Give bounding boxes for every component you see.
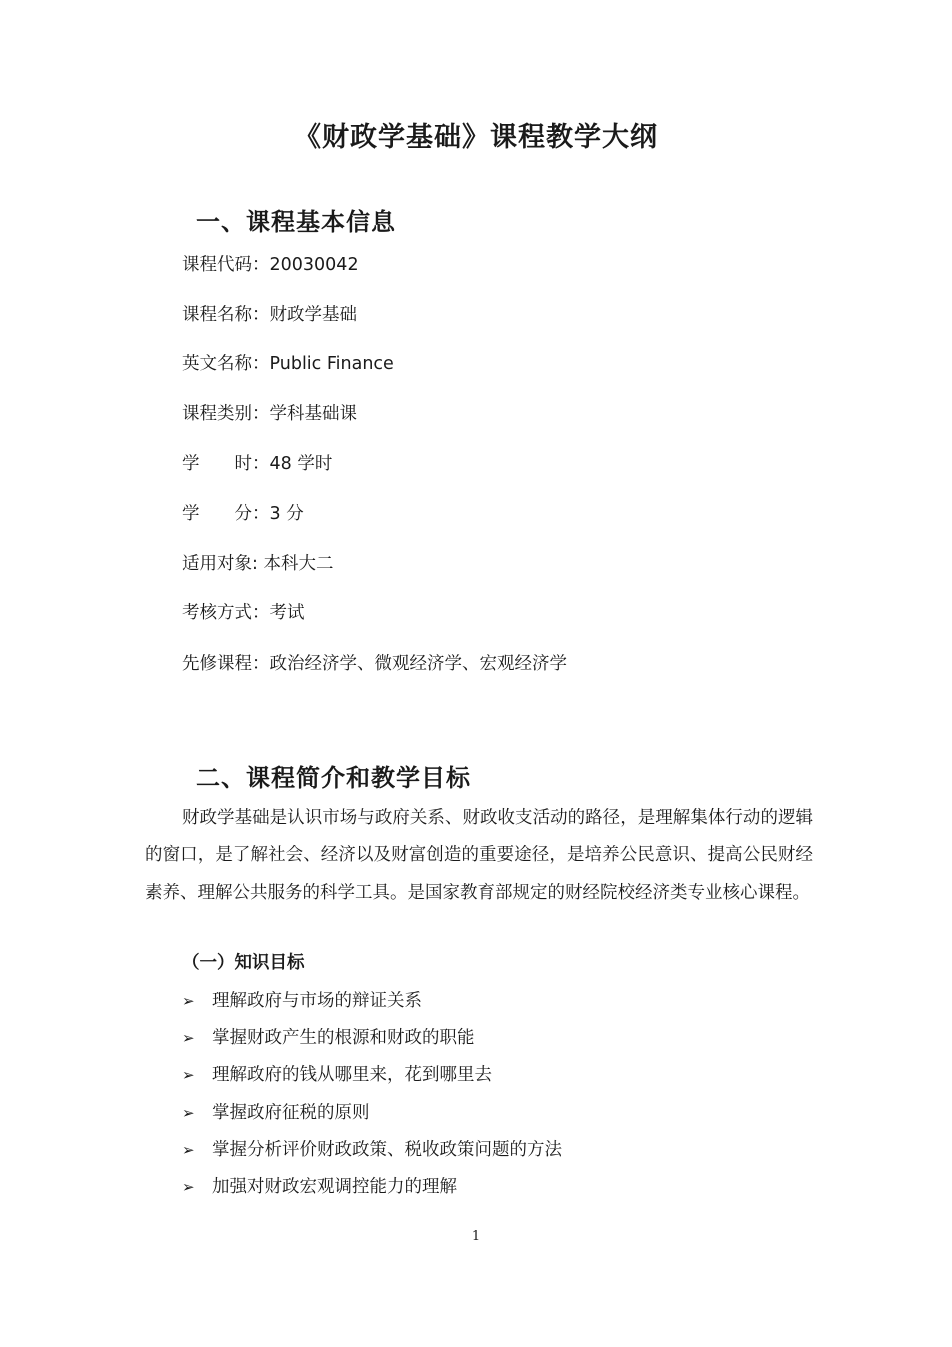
section-heading-basic-info: 一、课程基本信息 — [196, 208, 396, 236]
info-value: 20030042 — [269, 255, 359, 275]
info-separator: ： — [252, 603, 270, 623]
arrow-bullet-icon: ➢ — [182, 1103, 195, 1122]
info-separator: : — [252, 554, 264, 574]
info-label: 先修课程 — [182, 654, 252, 674]
arrow-bullet-icon: ➢ — [182, 992, 195, 1010]
info-row-course-category — [182, 401, 357, 427]
arrow-bullet-icon: ➢ — [182, 1140, 195, 1159]
info-row-prerequisites — [182, 651, 567, 677]
info-separator: ： — [252, 654, 270, 674]
list-item — [182, 1025, 562, 1062]
info-label: 考核方式 — [182, 603, 252, 623]
list-item-text: 掌握政府征税的原则 — [212, 1102, 370, 1123]
info-label: 课程类别 — [182, 404, 252, 424]
info-row-english-name — [182, 351, 394, 377]
list-item — [182, 988, 562, 1025]
list-item-text: 理解政府与市场的辩证关系 — [212, 991, 422, 1011]
info-separator: ： — [252, 454, 270, 474]
info-row-assessment — [182, 600, 305, 626]
info-label: 英文名称 — [182, 354, 252, 374]
info-separator: ： — [252, 504, 270, 524]
info-value: 财政学基础 — [269, 305, 357, 325]
info-row-hours — [182, 451, 332, 477]
page-number: 1 — [471, 1229, 481, 1244]
subheading-knowledge-goals: （一）知识目标 — [182, 953, 305, 973]
info-label: 课程代码 — [182, 255, 252, 275]
info-row-credits — [182, 501, 304, 527]
list-item — [182, 1137, 562, 1174]
info-value: 考试 — [269, 603, 305, 623]
course-intro-paragraph: 财政学基础是认识市场与政府关系、财政收支活动的路径，是理解集体行动的逻辑的窗口，是了解社会、经济以及财富创造的重要途径，是培养公民意识、提高公民财经素养、理解公共服务的科学工具。是国家教育部规定的财经院校经济类专业核心课程。 — [145, 808, 813, 903]
info-label: 学 分 — [182, 504, 252, 524]
list-item-text: 理解政府的钱从哪里来，花到哪里去 — [212, 1065, 492, 1086]
list-item — [182, 1174, 562, 1211]
info-separator: ： — [252, 305, 270, 325]
arrow-bullet-icon: ➢ — [182, 1029, 195, 1048]
list-item-text: 掌握分析评价财政政策、税收政策问题的方法 — [212, 1139, 562, 1160]
info-separator: ： — [252, 255, 270, 275]
info-separator: ： — [252, 354, 270, 374]
info-row-course-code — [182, 252, 359, 278]
info-label: 适用对象 — [182, 554, 252, 574]
info-value: 3 分 — [269, 504, 304, 524]
info-label: 课程名称 — [182, 305, 252, 325]
arrow-bullet-icon: ➢ — [182, 1177, 195, 1196]
info-value: 政治经济学、微观经济学、宏观经济学 — [269, 654, 567, 674]
info-label: 学 时 — [182, 454, 252, 474]
section-heading-intro-goals: 二、课程简介和教学目标 — [196, 764, 471, 792]
knowledge-goals-list — [182, 988, 562, 1211]
info-row-course-name — [182, 302, 357, 328]
info-value: Public Finance — [269, 354, 394, 374]
list-item — [182, 1062, 562, 1099]
info-separator: ： — [252, 404, 270, 424]
list-item-text: 加强对财政宏观调控能力的理解 — [212, 1176, 457, 1197]
info-row-audience — [182, 551, 333, 577]
info-value: 学科基础课 — [269, 404, 357, 424]
arrow-bullet-icon: ➢ — [182, 1066, 195, 1085]
info-value: 48 学时 — [269, 454, 333, 474]
list-item — [182, 1100, 562, 1137]
document-title: 《财政学基础》课程教学大纲 — [294, 122, 658, 153]
info-value: 本科大二 — [263, 554, 334, 574]
list-item-text: 掌握财政产生的根源和财政的职能 — [212, 1028, 475, 1049]
